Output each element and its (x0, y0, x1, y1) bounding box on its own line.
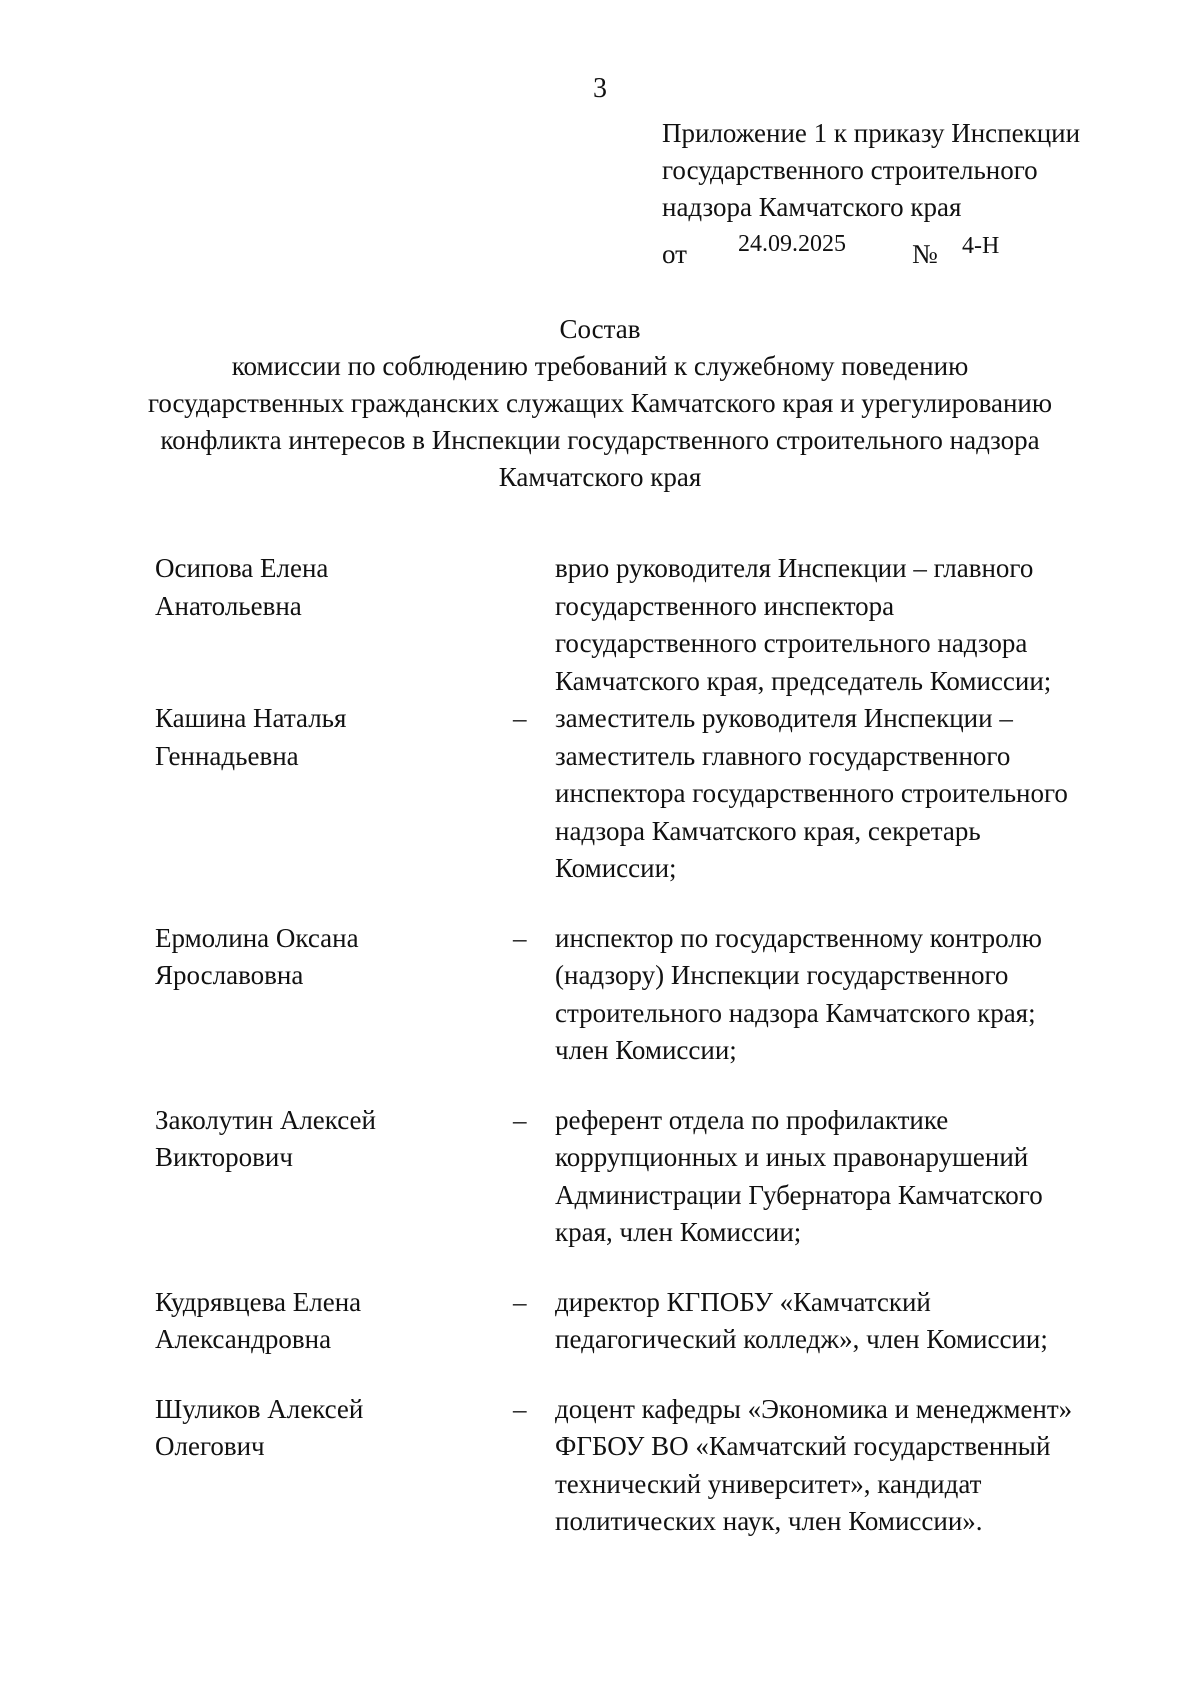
member-name-line: Геннадьевна (155, 740, 299, 771)
member-row (155, 550, 1115, 700)
member-name-line: Ярославовна (155, 960, 304, 990)
member-name-line: Викторович (155, 1142, 293, 1172)
order-meta (662, 226, 1182, 270)
member-role-line: государственного строительного надзора (555, 628, 1028, 658)
member-role-line: референт отдела по профилактике (555, 1104, 949, 1135)
member-name (155, 1284, 495, 1359)
member-role-line: Камчатского края, председатель Комиссии; (555, 665, 1052, 696)
member-name (155, 550, 495, 625)
member-name-line: Александровна (155, 1324, 332, 1354)
member-role (555, 700, 1115, 888)
member-name-line: Олегович (155, 1431, 265, 1461)
member-row (155, 920, 1115, 1070)
member-role-line: педагогический колледж», член Комиссии; (555, 1324, 1048, 1354)
member-name-line: Ермолина Оксана (155, 922, 359, 953)
member-dash: – (513, 1104, 527, 1135)
title-line: конфликта интересов в Инспекции государственного строительного надзора (160, 425, 1040, 455)
member-name-line: Заколутин Алексей (155, 1104, 376, 1135)
member-dash: – (513, 703, 527, 733)
member-name-line: Кудрявцева Елена (155, 1286, 362, 1317)
commission-members-list (155, 550, 1115, 1541)
appendix-line: Приложение 1 к приказу Инспекции (662, 118, 1081, 148)
order-number: 4-Н (962, 233, 1000, 259)
member-role-line: инспектора государственного строительного (555, 778, 1068, 808)
member-name (155, 1102, 495, 1177)
member-role-line: технический университет», кандидат (555, 1468, 982, 1499)
member-name-line: Осипова Елена (155, 553, 329, 583)
member-name-line: Анатольевна (155, 590, 302, 621)
member-role-line: заместитель главного государственного (555, 740, 1011, 771)
member-role-line: надзора Камчатского края, секретарь (555, 815, 981, 846)
member-role (555, 920, 1115, 1070)
member-role (555, 1284, 1115, 1359)
order-number-sign: № (912, 239, 938, 269)
member-role-line: директор КГПОБУ «Камчатский (555, 1286, 931, 1317)
member-name (155, 1391, 495, 1466)
member-role-line: инспектор по государственному контролю (555, 922, 1042, 953)
member-role-line: государственного инспектора (555, 590, 895, 621)
appendix-line: государственного строительного (662, 155, 1038, 185)
member-role-line: член Комиссии; (555, 1035, 737, 1065)
member-dash: – (513, 922, 527, 953)
member-role-line: края, член Комиссии; (555, 1217, 802, 1247)
member-role-line: политических наук, член Комиссии». (555, 1506, 983, 1536)
appendix-line: надзора Камчатского края (662, 192, 962, 222)
member-name (155, 700, 495, 775)
member-dash: – (513, 1286, 527, 1317)
member-role-line: Администрации Губернатора Камчатского (555, 1179, 1043, 1210)
member-role-line: доцент кафедры «Экономика и менеджмент» (555, 1393, 1073, 1424)
member-role-line: Комиссии; (555, 853, 677, 883)
title-line: государственных гражданских служащих Камчатского края и урегулированию (147, 388, 1053, 418)
member-role (555, 550, 1115, 700)
member-role-line: ФГБОУ ВО «Камчатский государственный (555, 1431, 1051, 1461)
member-role (555, 1102, 1115, 1252)
member-role-line: строительного надзора Камчатского края; (555, 997, 1036, 1028)
member-row (155, 1391, 1115, 1541)
member-name (155, 920, 495, 995)
member-name-line: Кашина Наталья (155, 703, 347, 733)
title-line: комиссии по соблюдению требований к служебному поведению (231, 351, 969, 381)
member-row (155, 1102, 1115, 1252)
order-date: 24.09.2025 (738, 231, 846, 257)
document-title (120, 311, 1080, 496)
member-role-line: врио руководителя Инспекции – главного (555, 553, 1034, 583)
page-number: 3 (593, 73, 607, 104)
title-heading: Состав (559, 314, 641, 344)
member-dash: – (513, 1393, 527, 1424)
order-date-label: от (662, 239, 687, 269)
title-line: Камчатского края (498, 462, 702, 492)
appendix-header (662, 115, 1182, 270)
member-row (155, 1284, 1115, 1359)
member-role-line: (надзору) Инспекции государственного (555, 960, 1009, 990)
member-role (555, 1391, 1115, 1541)
member-name-line: Шуликов Алексей (155, 1393, 364, 1424)
member-role-line: коррупционных и иных правонарушений (555, 1142, 1029, 1172)
member-row (155, 700, 1115, 888)
member-role-line: заместитель руководителя Инспекции – (555, 703, 1013, 733)
